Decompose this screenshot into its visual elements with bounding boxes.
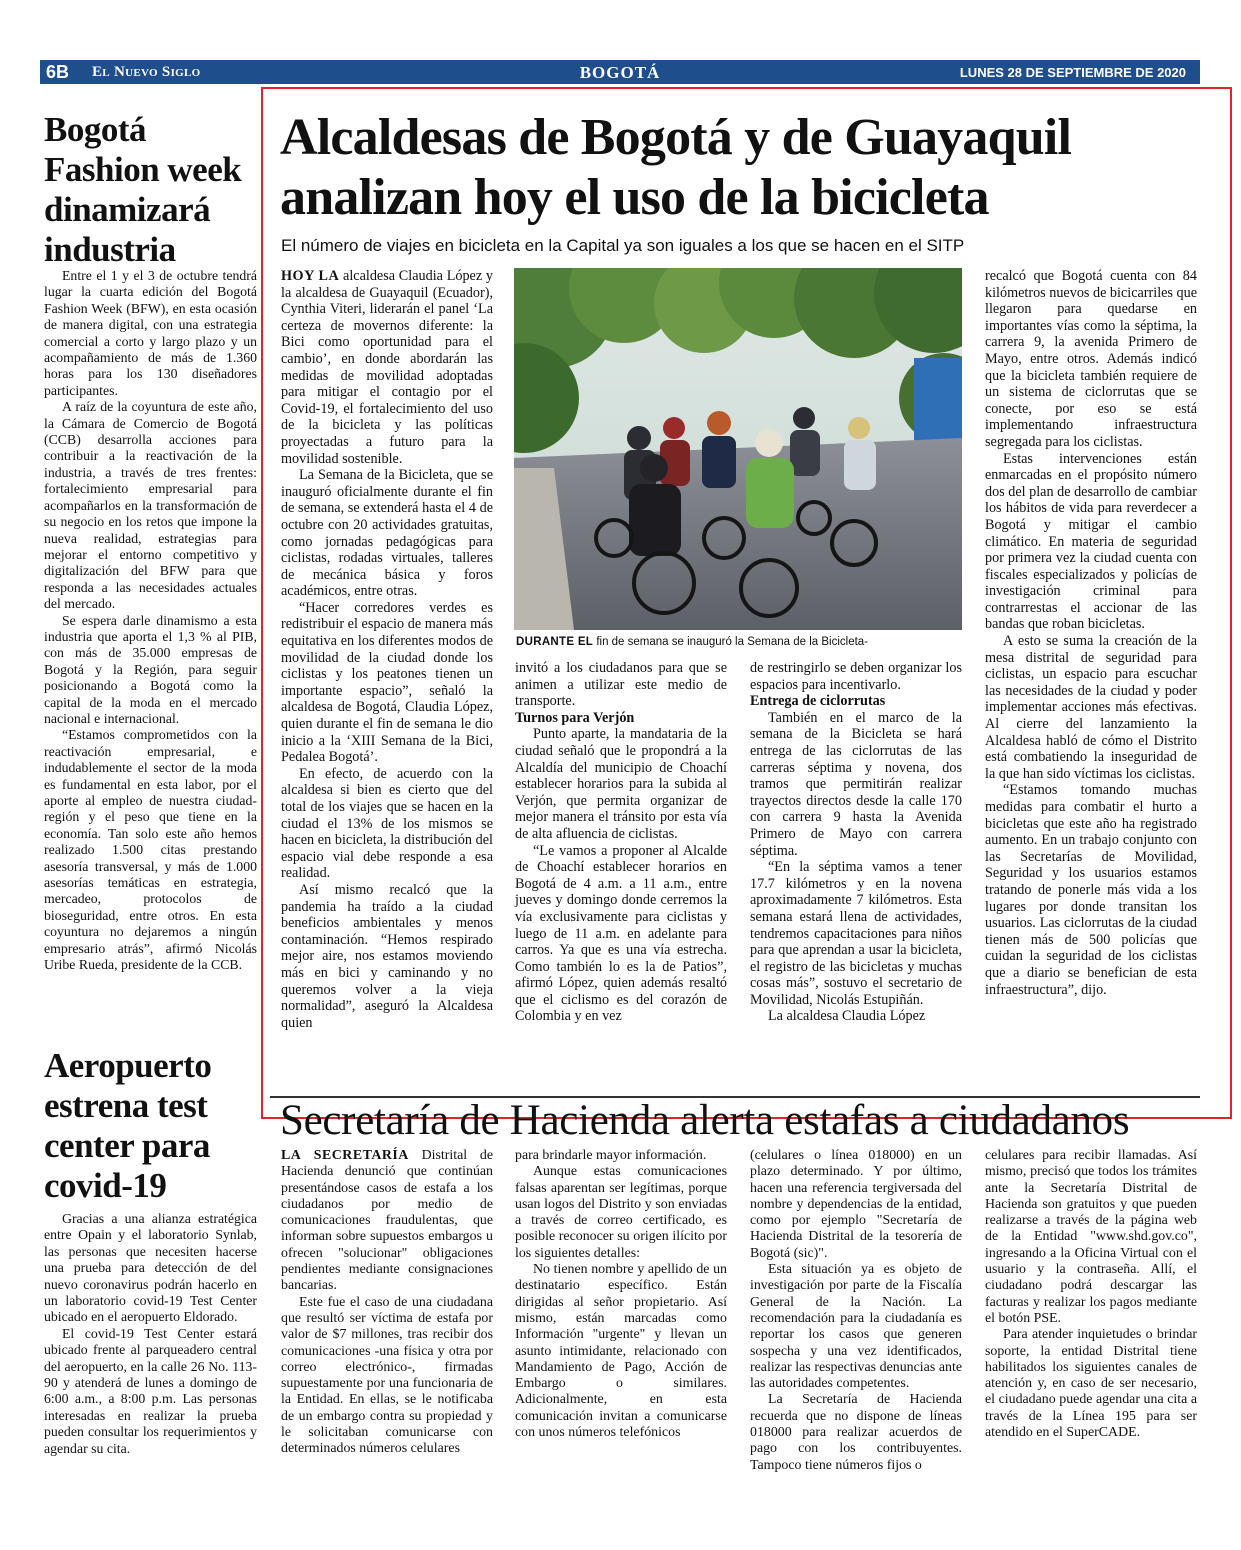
paragraph: Este fue el caso de una ciudadana que resultó ser víctima de estafa por valor de $7 millones, tras recibir dos comunicaciones -una física y otra por correo electrónico-, firmadas supuestamente por una funcionaria de la Entidad. En ellas, se le notificaba de un embargo contra su propiedad y le solicitaban comunicarse con determinados números celulares (281, 1294, 493, 1457)
main-article-subtitle: El número de viajes en bicicleta en la Capital ya son iguales a los que se hacen en el SITP (281, 236, 965, 255)
paragraph: No tienen nombre y apellido de un destinatario específico. Están dirigidas al señor propietario. Así mismo, están marcadas como Información "urgente" y llevan un asunto intimidante, relacionado con Mandamiento de Pago, Acción de Embargo o similares. Adicionalmente, en esta comunicación invitan a comunicarse con unos números telefónicos (515, 1262, 727, 1441)
paragraph: “En la séptima vamos a tener 17.7 kilómetros y en la novena aproximadamente 7 kilómetros. Esta semana estará llena de actividades, tendremos capacitaciones para niños para que aprendan a usar la bicicleta, el registro de las bicicletas y muchas cosas más”, sostuvo el secretario de Movilidad, Nicolás Estupiñán. (750, 859, 962, 1008)
paragraph: También en el marco de la semana de la Bicicleta se hará entrega de las ciclorrutas de las carreras séptima y novena, dos tramos que permitirán realizar trayectos directos desde la calle 170 con carrera 9 hasta la Avenida Primero de Mayo con carrera séptima. (750, 709, 962, 859)
main-title-line-2: analizan hoy el uso de la bicicleta (280, 169, 989, 226)
paragraph: “Hacer corredores verdes es redistribuir el espacio de manera más equitativa en los diferentes modos de movilidad de la ciudad donde los ciclistas y los peatones tienen un importante espacio”, señaló la alcaldesa de Bogotá, Claudia López, quien durante el fin de semana le dio inicio a la ‘XIII Semana de la Bici, Pedalea Bogotá’. (281, 599, 493, 766)
main-title-line-1: Alcaldesas de Bogotá y de Guayaquil (280, 109, 1072, 166)
paragraph: recalcó que Bogotá cuenta con 84 kilómetros nuevos de bicicarriles que llegaron para quedarse en importantes vías como la séptima, la carrera 9, la avenida Primero de Mayo, entre otros. Además indicó que la bicicleta también requiere de un sistema de ciclorrutas que se conecte, por eso se está implementando infraestructura segregada para los ciclistas. (985, 268, 1197, 450)
paragraph: LA SECRETARÍA Distrital de Hacienda denunció que continúan presentándose casos de estafa a los ciudadanos por medio de comunicaciones fraudulentas, que informan sobre supuestos embargos u ofrecen "solucionar" obligaciones pendientes mediante consignaciones bancarias. (281, 1148, 493, 1294)
second-col-3 (750, 1148, 962, 1474)
paragraph: Se espera darle dinamismo a esta industria que aporta el 1,3 % al PIB, con más de 35.000 empresas de Bogotá y la Región, para seguir posicionando a Bogotá como la capital de la moda en el mercado nacional e internacional. (44, 612, 257, 726)
second-col-2 (515, 1148, 727, 1441)
paragraph: (celulares o línea 018000) en un plazo determinado. Y por último, hacen una referencia tergiversada del nombre y dependencias de la entidad, como por ejemplo "Secretaría de Hacienda Distrital de la tesorería de Bogotá (sic)". (750, 1148, 962, 1261)
photo-caption: DURANTE EL fin de semana se inauguró la Semana de la Bicicleta- (516, 636, 869, 648)
main-col-2 (515, 660, 727, 1025)
main-col-4 (985, 268, 1197, 998)
issue-date: LUNES 28 DE SEPTIEMBRE DE 2020 (959, 65, 1186, 80)
paragraph: Entre el 1 y el 3 de octubre tendrá lugar la cuarta edición del Bogotá Fashion Week (BFW), en esta ocasión de manera digital, con una estrategia comercial a corto y largo plazo y un acompañamiento de más de 1.360 horas para los 130 diseñadores participantes. (44, 268, 257, 398)
paragraph: “Estamos comprometidos con la reactivación empresarial, e indudablemente el sector de la moda es fundamental en esta labor, por el aporte al empleo de nuestra ciudad-región y el peso que tiene en la economía. Tan solo este año hemos realizado 1.500 citas prestando asesoría transversal, y más de 1.000 asesorías temáticas en estrategia, mercadeo, protocolos de bioseguridad, entre otros. En esta coyuntura no dejaremos a ningún empresario atrás”, afirmó Nicolás Uribe Rueda, presidente de la CCB. (44, 727, 257, 973)
paragraph: A esto se suma la creación de la mesa distrital de seguridad para ciclistas, un espacio para escuchar las necesidades de la ciudad y poder implementar acciones más efectivas. Al cierre del lanzamiento la Alcaldesa habló de cómo el Distrito está combatiendo la inseguridad de la que han sido víctimas los ciclistas. (985, 633, 1197, 782)
page-header-bar (40, 60, 1200, 84)
paragraph: La Secretaría de Hacienda recuerda que no dispone de líneas 018000 para realizar acuerdos de pago con los contribuyentes. Tampoco tiene números fijos o (750, 1392, 962, 1473)
paragraph: A raíz de la coyuntura de este año, la Cámara de Comercio de Bogotá (CCB) desarrolla acciones para contribuir a la reactivación de la industria, a través de tres frentes: fortalecimiento empresarial para acompañarlos en la transformación de su negocio en los retos que impone la nueva realidad, estrategias para mejorar el entorno competitivo y digitalización del BFW para que responda a las necesidades actuales del mercado. (44, 399, 257, 612)
lead-in: HOY LA (281, 268, 340, 284)
newspaper-name: El Nuevo Siglo (92, 64, 201, 80)
main-col-3 (750, 660, 962, 1025)
cyclists-photo (514, 268, 962, 630)
sidebar-article2-title: Aeropuerto estrena test center para covid-19 (44, 1046, 212, 1205)
paragraph: En efecto, de acuerdo con la alcaldesa si bien es cierto que del total de los viajes que se hacen en la ciudad el 13% de los mismos se hacen en bicicleta, la distribución del espacio vial debe responde a esa realidad. (281, 765, 493, 882)
second-col-1 (281, 1148, 493, 1458)
page-number: 6B (46, 62, 70, 82)
paragraph: Así mismo recalcó que la pandemia ha traído a la ciudad beneficios ambientales y menos contaminación. “Hemos respirado mejor aire, nos estamos moviendo más en bici y caminando y no queremos volver a la vieja normalidad”, aseguró la Alcaldesa quien (281, 881, 493, 1031)
paragraph: invitó a los ciudadanos para que se animen a utilizar este medio de transporte. (515, 660, 727, 710)
section-name: BOGOTÁ (579, 63, 661, 82)
paragraph: “Estamos tomando muchas medidas para combatir el hurto a bicicletas que este año ha registrado aumento. En un trabajo conjunto con las Secretarías de Movilidad, Seguridad y los usuarios estamos tratando de ponerle más vida a los lugares por donde transitan los usuarios. Las ciclorrutas de la ciudad tienen más de 500 policías que cuidan la seguridad de los ciclistas que a diario se benefician de esta infraestructura”, dijo. (985, 782, 1197, 998)
subheading: Entrega de ciclorrutas (750, 693, 886, 710)
paragraph: La alcaldesa Claudia López (768, 1008, 926, 1025)
paragraph: HOY LA alcaldesa Claudia López y la alcaldesa de Guayaquil (Ecuador), Cynthia Viteri, liderarán el panel ‘La certeza de movernos diferente: la Bici como oportunidad para el cambio’, en donde abordarán las medidas de movilidad adoptadas para mitigar el contagio por el Covid-19, el fortalecimiento del uso de la bicicleta y las políticas proyectadas a futuro para la movilidad sostenible. (281, 268, 494, 467)
second-col-4 (985, 1148, 1197, 1441)
paragraph: Aunque estas comunicaciones falsas aparentan ser legítimas, porque usan logos del Distrito y son enviadas a través de correo certificado, es posible reconocer su origen ilícito por los siguientes detalles: (515, 1164, 727, 1261)
subheading: Turnos para Verjón (515, 709, 635, 726)
paragraph: Gracias a una alianza estratégica entre Opain y el laboratorio Synlab, las personas que necesiten hacerse una prueba para detección de del nuevo coronavirus podrán hacerlo en un laboratorio covid-19 Test Center ubicado en el aeropuerto Eldorado. (44, 1211, 257, 1325)
main-article-title (280, 108, 1210, 228)
paragraph: El covid-19 Test Center estará ubicado frente al parqueadero central del aeropuerto, en la calle 26 No. 113-90 y atenderá de lunes a domingo de 6:00 a.m., a 8:00 p.m. Las personas interesadas en realizar la prueba pueden consultar los requerimientos y agendar su cita. (44, 1325, 257, 1456)
sidebar-article1-body (44, 268, 257, 973)
main-col-1 (281, 268, 493, 1031)
paragraph: para brindarle mayor información. (515, 1148, 707, 1163)
lead-in: LA SECRETARÍA (281, 1148, 409, 1163)
paragraph: Para atender inquietudes o brindar soporte, la entidad Distrital tiene habilitados los siguientes canales de atención y, en caso de ser necesario, el ciudadano puede agendar una cita a través de la Línea 195 para ser atendido en el SuperCADE. (985, 1327, 1197, 1441)
paragraph: La Semana de la Bicicleta, que se inauguró oficialmente durante el fin de semana, se extenderá hasta el 4 de octubre con 20 actividades gratuitas, como jornadas pedagógicas para ciclistas, rodadas virtuales, talleres de mecánica básica y foros académicos, entre otras. (281, 467, 493, 600)
second-article-title: Secretaría de Hacienda alerta estafas a ciudadanos (280, 1097, 1130, 1144)
paragraph: de restringirlo se deben organizar los espacios para incentivarlo. (750, 660, 962, 693)
paragraph: celulares para recibir llamadas. Así mismo, precisó que todos los trámites ante la Secretaría Distrital de Hacienda son gratuitos y que pueden realizarse a través de la página web de la Entidad "www.shd.gov.co", ingresando a la Oficina Virtual con el usuario y la contraseña. Allí, el ciudadano podrá descargar las facturas y realizar los pagos mediante el botón PSE. (985, 1148, 1197, 1326)
paragraph: Estas intervenciones están enmarcadas en el propósito número dos del plan de desarrollo de cambiar los hábitos de vida para reverdecer a Bogotá y mitigar el cambio climático. En materia de seguridad por primera vez la ciudad cuenta con fiscales especializados y policías de investigación criminal para contrarrestas el accionar de las bandas que roban bicicletas. (985, 450, 1197, 633)
paragraph: Esta situación ya es objeto de investigación por parte de la Fiscalía General de la Nación. La recomendación para la ciudadanía es reportar los casos que generen sospecha y una vez identificados, realizar las respectivas denuncias ante las autoridades competentes. (750, 1262, 962, 1392)
paragraph: Punto aparte, la mandataria de la ciudad señaló que le propondrá a la Alcaldía del municipio de Choachí establecer horarios para la subida al Verjón, que permita organizar de mejor manera el tránsito por esta vía de alta afluencia de ciclistas. (515, 726, 727, 842)
sidebar-article2-body (44, 1211, 257, 1457)
sidebar-article1-title: Bogotá Fashion week dinamizará industria (44, 110, 242, 269)
paragraph: “Le vamos a proponer al Alcalde de Choachí establecer horarios en Bogotá de 4 a.m. a 11 a.m., entre jueves y domingo donde cerremos la vía exclusivamente para ciclistas y luego de 11 a.m. en adelante para carros. Ya que es una vía estrecha. Como también lo es la de Patios”, afirmó López, quien además resaltó que el ciclismo es del corazón de Colombia y en vez (515, 842, 727, 1025)
